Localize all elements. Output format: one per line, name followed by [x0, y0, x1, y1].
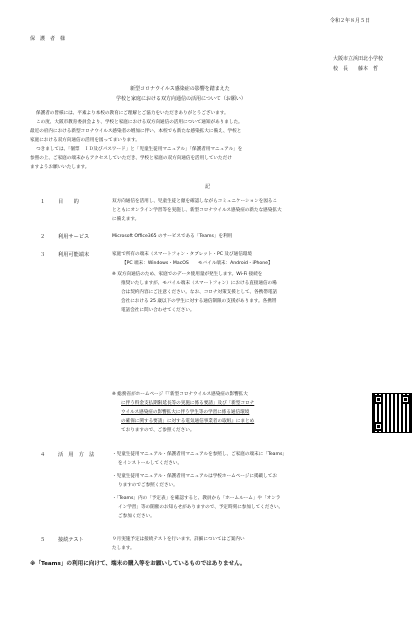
section-line: 【PC 端末：Windows・MacOS モバイル端末：Android・iPhone】	[122, 261, 273, 266]
title-line-1: 新型コロナウイルス感染症の影響を踏まえた	[130, 86, 230, 92]
principal-name: 校 長 藤本 哲	[333, 66, 379, 72]
intro-line: 家庭における双方向通信の活用を図ってまいります。	[30, 138, 140, 143]
note-line: 会社における 25 歳以下の学生に対する通信制限の支援があります。各携帯	[121, 299, 277, 304]
qr-finder-pattern	[374, 422, 383, 431]
date: 令和２年８月５日	[330, 18, 371, 24]
note-line: の確保に関する要請」に対する電気通信事業者の取組』にまとめ	[121, 419, 255, 424]
section-number: ５	[40, 537, 46, 543]
recipient: 保 護 者 様	[30, 36, 66, 42]
ki-heading: 記	[205, 184, 211, 190]
section-number: １	[40, 199, 46, 205]
section-line: ・「Teams」内の「予定表」を確認すると、教員から「ホームルーム」や「オンラ	[112, 496, 281, 501]
note-line: ウイルス感染症の影響拡大に伴う学生等の学習に係る通信環境	[121, 410, 250, 415]
section-line: たします。	[112, 546, 135, 551]
section-line: に備えます。	[112, 217, 140, 222]
note-line: ※ 総務省がホームページ『「新型コロナウイルス感染症の影響拡大	[112, 392, 248, 397]
section-line: 家庭で所有の端末（スマートフォン・タブレット・PC 及び通信環境	[112, 252, 252, 257]
intro-line: 保護者の皆様には、平素より本校の教育にご理解とご協力をいただきありがとうございます。	[36, 111, 229, 116]
section-line: ９月実施予定は接続テストを行います。詳細についてはご案内い	[112, 537, 245, 542]
note-line: 電話会社に問い合わせてください。	[121, 308, 195, 313]
section-line: イン学習」等の開催のお知らせがありますので、予定時刻に参加してください。	[118, 505, 284, 510]
section-number: ３	[40, 252, 46, 258]
section-label: 利用可能端末	[58, 252, 90, 258]
section-line: ご参加ください。	[118, 514, 155, 519]
intro-line: ますようお願いいたします。	[30, 165, 90, 170]
note-line: に伴う料金支払期限延長等の実施に係る要請」及び「新型コロナ	[121, 401, 255, 406]
note-line: ておりますので、ご参照ください。	[121, 428, 195, 433]
school-name: 大阪市立浜田北小学校	[333, 56, 384, 62]
section-label: 利用サービス	[58, 234, 90, 240]
section-line: Microsoft Office365 のサービスである「Teams」を利用	[112, 234, 233, 239]
qr-code-image	[372, 393, 412, 433]
section-line: りますのでご参照ください。	[118, 483, 178, 488]
qr-finder-pattern	[374, 395, 383, 404]
section-line: とともにオンライン学習等を実施し、新型コロナウイルス感染症の新たな感染拡大	[112, 208, 282, 213]
section-label: 活 用 方 法	[58, 452, 95, 458]
section-number: ２	[40, 234, 46, 240]
intro-line: この度、大阪市教育委員会より、学校と家庭における双方向通信の活用について通知がありました。	[36, 120, 243, 125]
section-line: ・児童生徒用マニュアル・保護者用マニュアルを参照し、ご家庭の端末に「Teams」	[112, 452, 287, 457]
intro-line: つきましては、「個票 ＩＤ及びパスワード」と「児童生徒用マニュアル」「保護者用マニュアル」を	[36, 147, 243, 152]
section-label: 接続テスト	[58, 537, 84, 543]
title-line-2: 学校と家庭における双方向通信の活用について（お願い）	[116, 96, 246, 102]
section-line: 双方向通信を活用し、児童生徒と顔を確認しながらコミュニケーションを図るこ	[112, 199, 278, 204]
footer-note: ※「Teams」の利用に向けて、端末の購入等をお願いしているものではありません。	[30, 561, 246, 567]
note-line: 合は契約内容にご注意ください。なお、コロナ対策支援として、各携帯電話	[121, 290, 278, 295]
note-line: ※ 双方向通信のため、家庭でのデータ使用量が発生します。Wi-Fi 接続を	[112, 272, 263, 277]
note-line: 推奨いたしますが、モバイル端末（スマートフォン）における直接通信の場	[121, 281, 277, 286]
intro-line: 最近の府内における新型コロナウイルス感染者の増加に伴い、本校でも新たな感染拡大に備え、学校と	[30, 129, 242, 134]
qr-finder-pattern	[401, 395, 410, 404]
intro-line: 参照の上、ご家庭の端末からアクセスしていただき、学校と家庭の双方向通信を活用していただけ	[30, 156, 232, 161]
section-label: 目 的	[58, 199, 79, 205]
section-number: ４	[40, 452, 46, 458]
section-line: ・児童生徒用マニュアル・保護者用マニュアルは学校ホームページに掲載してお	[112, 474, 277, 479]
section-line: をインストールしてください。	[118, 461, 183, 466]
